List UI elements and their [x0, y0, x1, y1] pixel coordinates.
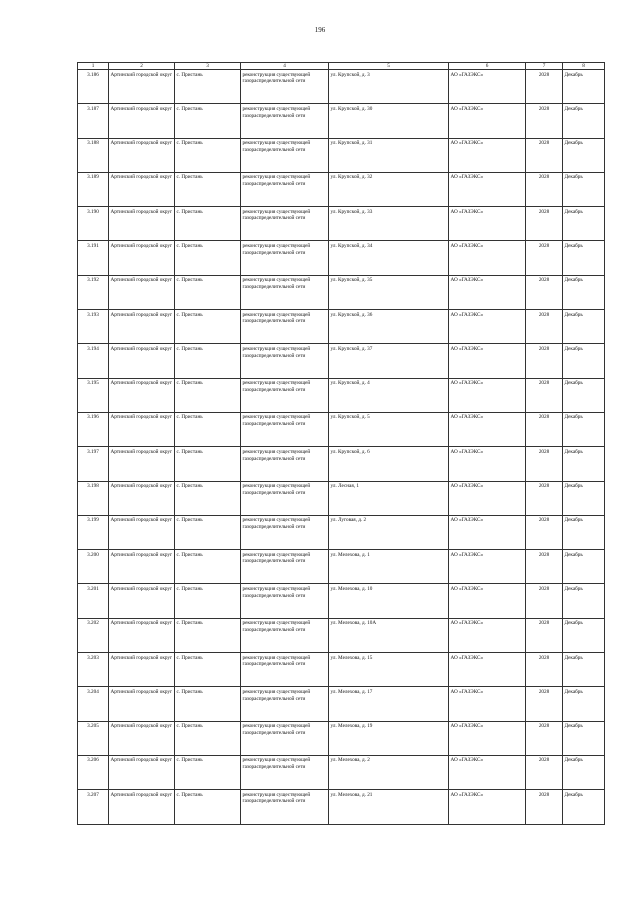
district-cell: Артинский городской округ — [109, 653, 175, 687]
table-row — [78, 653, 605, 687]
table-row — [78, 104, 605, 138]
organization-cell: АО «ГАЗЭКС» — [449, 687, 526, 721]
organization-cell: АО «ГАЗЭКС» — [449, 584, 526, 618]
row-number: 3.189 — [78, 172, 109, 206]
work-description-cell: реконструкция существующей газораспределительной сети — [241, 447, 329, 481]
table-row — [78, 755, 605, 789]
table-row — [78, 310, 605, 344]
work-description-cell: реконструкция существующей газораспределительной сети — [241, 412, 329, 446]
address-cell: ул. Крупской, д. 6 — [329, 447, 449, 481]
organization-cell: АО «ГАЗЭКС» — [449, 104, 526, 138]
locality-cell: с. Пристань — [175, 550, 241, 584]
year-cell: 2028 — [526, 172, 563, 206]
work-description-cell: реконструкция существующей газораспределительной сети — [241, 207, 329, 241]
district-cell: Артинский городской округ — [109, 344, 175, 378]
year-cell: 2028 — [526, 412, 563, 446]
month-cell: Декабрь — [563, 721, 605, 755]
district-cell: Артинский городской округ — [109, 104, 175, 138]
year-cell: 2028 — [526, 447, 563, 481]
row-number: 3.196 — [78, 412, 109, 446]
address-cell: ул. Крупской, д. 30 — [329, 104, 449, 138]
row-number: 3.191 — [78, 241, 109, 275]
work-description-cell: реконструкция существующей газораспределительной сети — [241, 515, 329, 549]
address-cell: ул. Мелехова, д. 17 — [329, 687, 449, 721]
gas-network-table — [77, 62, 605, 825]
table-row — [78, 138, 605, 172]
locality-cell: с. Пристань — [175, 687, 241, 721]
district-cell: Артинский городской округ — [109, 70, 175, 104]
column-number-row — [78, 63, 605, 70]
work-description-cell: реконструкция существующей газораспределительной сети — [241, 310, 329, 344]
work-description-cell: реконструкция существующей газораспределительной сети — [241, 344, 329, 378]
organization-cell: АО «ГАЗЭКС» — [449, 207, 526, 241]
page-number: 196 — [314, 26, 326, 34]
month-cell: Декабрь — [563, 515, 605, 549]
month-cell: Декабрь — [563, 104, 605, 138]
organization-cell: АО «ГАЗЭКС» — [449, 172, 526, 206]
table-row — [78, 275, 605, 309]
work-description-cell: реконструкция существующей газораспределительной сети — [241, 241, 329, 275]
locality-cell: с. Пристань — [175, 790, 241, 824]
district-cell: Артинский городской округ — [109, 618, 175, 652]
table-body — [78, 70, 605, 825]
row-number: 3.202 — [78, 618, 109, 652]
year-cell: 2028 — [526, 755, 563, 789]
locality-cell: с. Пристань — [175, 138, 241, 172]
work-description-cell: реконструкция существующей газораспределительной сети — [241, 653, 329, 687]
month-cell: Декабрь — [563, 790, 605, 824]
district-cell: Артинский городской округ — [109, 515, 175, 549]
row-number: 3.206 — [78, 755, 109, 789]
year-cell: 2028 — [526, 721, 563, 755]
table-row — [78, 790, 605, 824]
row-number: 3.201 — [78, 584, 109, 618]
district-cell: Артинский городской округ — [109, 550, 175, 584]
district-cell: Артинский городской округ — [109, 584, 175, 618]
column-header: 2 — [109, 63, 175, 70]
district-cell: Артинский городской округ — [109, 207, 175, 241]
row-number: 3.207 — [78, 790, 109, 824]
year-cell: 2028 — [526, 310, 563, 344]
row-number: 3.190 — [78, 207, 109, 241]
month-cell: Декабрь — [563, 241, 605, 275]
year-cell: 2028 — [526, 104, 563, 138]
table-row — [78, 344, 605, 378]
year-cell: 2028 — [526, 344, 563, 378]
address-cell: ул. Крупской, д. 35 — [329, 275, 449, 309]
work-description-cell: реконструкция существующей газораспределительной сети — [241, 70, 329, 104]
district-cell: Артинский городской округ — [109, 310, 175, 344]
district-cell: Артинский городской округ — [109, 721, 175, 755]
year-cell: 2028 — [526, 653, 563, 687]
month-cell: Декабрь — [563, 172, 605, 206]
column-header: 3 — [175, 63, 241, 70]
work-description-cell: реконструкция существующей газораспределительной сети — [241, 378, 329, 412]
month-cell: Декабрь — [563, 70, 605, 104]
organization-cell: АО «ГАЗЭКС» — [449, 550, 526, 584]
organization-cell: АО «ГАЗЭКС» — [449, 790, 526, 824]
locality-cell: с. Пристань — [175, 378, 241, 412]
address-cell: ул. Лесная, 1 — [329, 481, 449, 515]
locality-cell: с. Пристань — [175, 584, 241, 618]
organization-cell: АО «ГАЗЭКС» — [449, 138, 526, 172]
locality-cell: с. Пристань — [175, 755, 241, 789]
locality-cell: с. Пристань — [175, 275, 241, 309]
column-header: 6 — [449, 63, 526, 70]
month-cell: Декабрь — [563, 653, 605, 687]
month-cell: Декабрь — [563, 481, 605, 515]
address-cell: ул. Мелехова, д. 1 — [329, 550, 449, 584]
address-cell: ул. Крупской, д. 32 — [329, 172, 449, 206]
organization-cell: АО «ГАЗЭКС» — [449, 755, 526, 789]
table-row — [78, 618, 605, 652]
address-cell: ул. Крупской, д. 33 — [329, 207, 449, 241]
table-row — [78, 447, 605, 481]
organization-cell: АО «ГАЗЭКС» — [449, 653, 526, 687]
month-cell: Декабрь — [563, 550, 605, 584]
month-cell: Декабрь — [563, 447, 605, 481]
month-cell: Декабрь — [563, 618, 605, 652]
district-cell: Артинский городской округ — [109, 275, 175, 309]
table-row — [78, 412, 605, 446]
row-number: 3.187 — [78, 104, 109, 138]
column-header: 5 — [329, 63, 449, 70]
organization-cell: АО «ГАЗЭКС» — [449, 344, 526, 378]
organization-cell: АО «ГАЗЭКС» — [449, 618, 526, 652]
locality-cell: с. Пристань — [175, 515, 241, 549]
locality-cell: с. Пристань — [175, 241, 241, 275]
address-cell: ул. Крупской, д. 5 — [329, 412, 449, 446]
year-cell: 2028 — [526, 515, 563, 549]
address-cell: ул. Мелехова, д. 2 — [329, 755, 449, 789]
work-description-cell: реконструкция существующей газораспределительной сети — [241, 755, 329, 789]
address-cell: ул. Мелехова, д. 19 — [329, 721, 449, 755]
address-cell: ул. Мелехова, д. 10А — [329, 618, 449, 652]
row-number: 3.198 — [78, 481, 109, 515]
district-cell: Артинский городской округ — [109, 755, 175, 789]
work-description-cell: реконструкция существующей газораспределительной сети — [241, 481, 329, 515]
locality-cell: с. Пристань — [175, 447, 241, 481]
year-cell: 2028 — [526, 687, 563, 721]
district-cell: Артинский городской округ — [109, 412, 175, 446]
locality-cell: с. Пристань — [175, 412, 241, 446]
table-row — [78, 550, 605, 584]
organization-cell: АО «ГАЗЭКС» — [449, 412, 526, 446]
work-description-cell: реконструкция существующей газораспределительной сети — [241, 104, 329, 138]
year-cell: 2028 — [526, 481, 563, 515]
address-cell: ул. Луговая, д. 2 — [329, 515, 449, 549]
year-cell: 2028 — [526, 207, 563, 241]
address-cell: ул. Мелехова, д. 15 — [329, 653, 449, 687]
locality-cell: с. Пристань — [175, 618, 241, 652]
organization-cell: АО «ГАЗЭКС» — [449, 241, 526, 275]
month-cell: Декабрь — [563, 138, 605, 172]
address-cell: ул. Крупской, д. 36 — [329, 310, 449, 344]
table-row — [78, 70, 605, 104]
address-cell: ул. Крупской, д. 31 — [329, 138, 449, 172]
work-description-cell: реконструкция существующей газораспределительной сети — [241, 172, 329, 206]
column-header: 8 — [563, 63, 605, 70]
locality-cell: с. Пристань — [175, 344, 241, 378]
month-cell: Декабрь — [563, 378, 605, 412]
row-number: 3.199 — [78, 515, 109, 549]
work-description-cell: реконструкция существующей газораспределительной сети — [241, 584, 329, 618]
row-number: 3.197 — [78, 447, 109, 481]
organization-cell: АО «ГАЗЭКС» — [449, 515, 526, 549]
row-number: 3.194 — [78, 344, 109, 378]
year-cell: 2028 — [526, 70, 563, 104]
month-cell: Декабрь — [563, 310, 605, 344]
organization-cell: АО «ГАЗЭКС» — [449, 275, 526, 309]
year-cell: 2028 — [526, 241, 563, 275]
month-cell: Декабрь — [563, 687, 605, 721]
locality-cell: с. Пристань — [175, 721, 241, 755]
row-number: 3.192 — [78, 275, 109, 309]
work-description-cell: реконструкция существующей газораспределительной сети — [241, 550, 329, 584]
year-cell: 2028 — [526, 618, 563, 652]
table-row — [78, 172, 605, 206]
year-cell: 2028 — [526, 378, 563, 412]
column-header: 1 — [78, 63, 109, 70]
work-description-cell: реконструкция существующей газораспределительной сети — [241, 721, 329, 755]
row-number: 3.188 — [78, 138, 109, 172]
locality-cell: с. Пристань — [175, 481, 241, 515]
table-row — [78, 584, 605, 618]
table-row — [78, 515, 605, 549]
district-cell: Артинский городской округ — [109, 241, 175, 275]
address-cell: ул. Мелехова, д. 10 — [329, 584, 449, 618]
work-description-cell: реконструкция существующей газораспределительной сети — [241, 275, 329, 309]
district-cell: Артинский городской округ — [109, 138, 175, 172]
organization-cell: АО «ГАЗЭКС» — [449, 70, 526, 104]
row-number: 3.186 — [78, 70, 109, 104]
locality-cell: с. Пристань — [175, 207, 241, 241]
year-cell: 2028 — [526, 275, 563, 309]
work-description-cell: реконструкция существующей газораспределительной сети — [241, 618, 329, 652]
month-cell: Декабрь — [563, 412, 605, 446]
address-cell: ул. Крупской, д. 37 — [329, 344, 449, 378]
column-header: 7 — [526, 63, 563, 70]
locality-cell: с. Пристань — [175, 172, 241, 206]
year-cell: 2028 — [526, 550, 563, 584]
row-number: 3.195 — [78, 378, 109, 412]
table-row — [78, 481, 605, 515]
month-cell: Декабрь — [563, 207, 605, 241]
month-cell: Декабрь — [563, 584, 605, 618]
month-cell: Декабрь — [563, 755, 605, 789]
locality-cell: с. Пристань — [175, 104, 241, 138]
row-number: 3.203 — [78, 653, 109, 687]
organization-cell: АО «ГАЗЭКС» — [449, 378, 526, 412]
work-description-cell: реконструкция существующей газораспределительной сети — [241, 790, 329, 824]
row-number: 3.205 — [78, 721, 109, 755]
year-cell: 2028 — [526, 790, 563, 824]
address-cell: ул. Крупской, д. 34 — [329, 241, 449, 275]
organization-cell: АО «ГАЗЭКС» — [449, 447, 526, 481]
district-cell: Артинский городской округ — [109, 378, 175, 412]
address-cell: ул. Крупской, д. 3 — [329, 70, 449, 104]
year-cell: 2028 — [526, 584, 563, 618]
table-row — [78, 378, 605, 412]
month-cell: Декабрь — [563, 344, 605, 378]
district-cell: Артинский городской округ — [109, 790, 175, 824]
month-cell: Декабрь — [563, 275, 605, 309]
address-cell: ул. Мелехова, д. 21 — [329, 790, 449, 824]
row-number: 3.200 — [78, 550, 109, 584]
table-row — [78, 241, 605, 275]
row-number: 3.204 — [78, 687, 109, 721]
locality-cell: с. Пристань — [175, 653, 241, 687]
column-header: 4 — [241, 63, 329, 70]
district-cell: Артинский городской округ — [109, 687, 175, 721]
table-row — [78, 721, 605, 755]
year-cell: 2028 — [526, 138, 563, 172]
organization-cell: АО «ГАЗЭКС» — [449, 310, 526, 344]
organization-cell: АО «ГАЗЭКС» — [449, 721, 526, 755]
row-number: 3.193 — [78, 310, 109, 344]
district-cell: Артинский городской округ — [109, 172, 175, 206]
district-cell: Артинский городской округ — [109, 447, 175, 481]
address-cell: ул. Крупской, д. 4 — [329, 378, 449, 412]
locality-cell: с. Пристань — [175, 310, 241, 344]
table-row — [78, 687, 605, 721]
locality-cell: с. Пристань — [175, 70, 241, 104]
organization-cell: АО «ГАЗЭКС» — [449, 481, 526, 515]
table-row — [78, 207, 605, 241]
work-description-cell: реконструкция существующей газораспределительной сети — [241, 138, 329, 172]
work-description-cell: реконструкция существующей газораспределительной сети — [241, 687, 329, 721]
district-cell: Артинский городской округ — [109, 481, 175, 515]
